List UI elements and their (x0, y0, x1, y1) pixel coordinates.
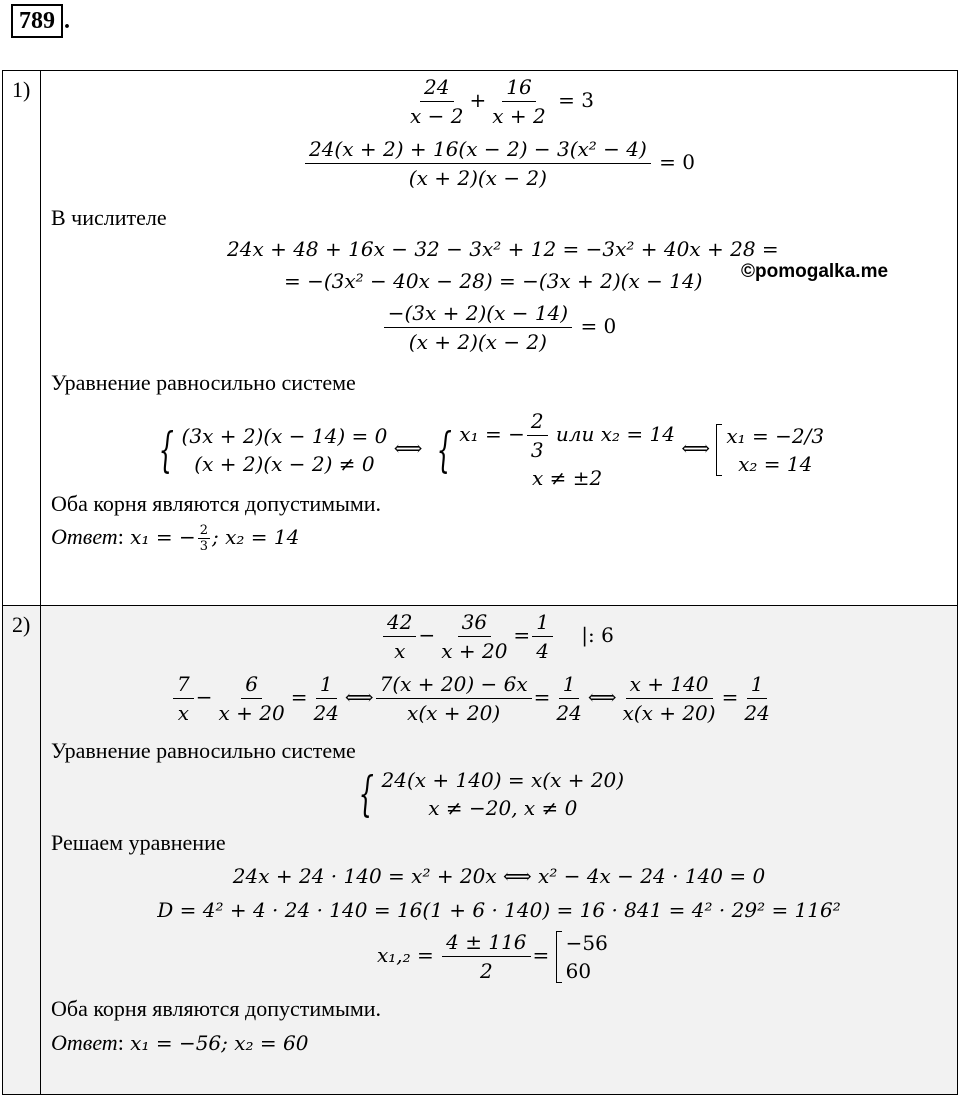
p1-system-2-fraction: $\frac{2}{3}$ (527, 407, 548, 464)
p2-equation-1: $\frac{42}{x}$ − $\frac{36}{x + 20}$ = $\frac{1}{4}$ |: 6 (381, 608, 614, 665)
p1-text-roots: Оба корня являются допустимыми. (51, 491, 382, 516)
p1-factor-line: = −(3x² − 40x − 28) = −(3x + 2)(x − 14) (284, 269, 703, 293)
p1-brace-2: { (436, 421, 452, 478)
p2-square-bracket (556, 931, 562, 983)
p1-answer: Ответ: x₁ = − $\frac{2}{3}$ ; x₂ = 14 (51, 523, 300, 554)
task-number: 789 (19, 8, 55, 34)
p2-brace: { (358, 766, 374, 822)
p2-fraction-simplified: $\frac{x + 140}{x(x + 20)}$ (622, 672, 716, 725)
part-2-label: 2) (3, 606, 41, 1095)
p1-text-numerator: В числителе (51, 205, 167, 230)
watermark: ©pomogalka.me (741, 261, 889, 282)
p2-answer: Ответ: x₁ = −56; x₂ = 60 (51, 1030, 309, 1055)
p1-common-fraction: $\frac{\text{24(x + 2) + 16(x − 2) − 3(x² − 4)}}{(x + 2)(x - 2)}$ (305, 135, 651, 192)
part-1-row (3, 71, 958, 606)
p2-discriminant-line: D = 4² + 4 · 24 · 140 = 16(1 + 6 · 140) = 16 · 841 = 4² · 29² = 116² (157, 898, 841, 922)
p1-equation-2: $\frac{\text{24(x + 2) + 16(x − 2) − 3(x² − 4)}}{(x + 2)(x - 2)}$ = 0 (41, 135, 957, 192)
p2-system-lines: 24(x + 140) = x(x + 20) x ≠ −20, x ≠ 0 (381, 768, 625, 820)
p1-factored-fraction: $\frac{-(3x + 2)(x - 14)}{(x + 2)(x - 2)}$ (384, 299, 572, 356)
p1-fraction-24: $\frac{24}{x - 2}$ (410, 75, 464, 128)
p2-fraction-1-4: $\frac{1}{4}$ (532, 608, 553, 665)
p2-fraction-1-24-a: $\frac{1}{24}$ (313, 672, 339, 725)
p1-equation-1: $\frac{24}{x - 2}$ + $\frac{16}{x + 2}$ = 3 (41, 73, 957, 130)
p2-roots: x₁,₂ = $\frac{4 \pm 116}{2}$ = −56 60 (377, 930, 608, 983)
p2-fraction-combined: $\frac{7(x + 20) - 6x}{x(x + 20)}$ (376, 670, 532, 727)
p1-equation-5: $\frac{-(3x + 2)(x - 14)}{(x + 2)(x - 2)}$ = 0 (41, 299, 957, 356)
p2-roots-fraction: $\frac{4 \pm 116}{2}$ (442, 928, 530, 985)
p1-system-2: x₁ = − $\frac{2}{3}$ или x₂ = 14 x ≠ ±2 (459, 409, 675, 490)
p1-expansion-line: 24x + 48 + 16x − 32 − 3x² + 12 = −3x² + 40x + 28 = (227, 237, 779, 261)
part-2-content (41, 606, 958, 1095)
p1-brace-1: { (158, 421, 174, 478)
p1-system-chain: { (3x + 2)(x − 14) = 0 (x + 2)(x − 2) ≠ 0 ⟺ { x₁ = − $\frac{2}{3}$ или x₂ = 14 x ≠ ±2 ⟺ x₁ = −2/3 x₂ = 14 (158, 409, 825, 490)
part-1-label: 1) (3, 71, 41, 606)
p2-text-system: Уравнение равносильно системе (51, 738, 356, 763)
p2-equation-2: $\frac{7}{x}$ − $\frac{6}{x + 20}$ = $\frac{1}{24}$ ⟺ $\frac{7(x + 20) - 6x}{x(x + 20)}$ = $\frac{1}{24}$ ⟺ $\frac{x + 140}{x(x + 20)}$ = $\frac{1}{24}$ (171, 670, 776, 727)
p2-quadratic-line: 24x + 24 · 140 = x² + 20x ⟺ x² − 4x − 24 · 140 = 0 (232, 864, 766, 888)
p2-fraction-36: $\frac{36}{x + 20}$ (441, 610, 508, 663)
p2-system (351, 766, 624, 822)
p2-fraction-6: $\frac{6}{x + 20}$ (218, 672, 285, 725)
p2-text-roots: Оба корня являются допустимыми. (51, 996, 382, 1021)
task-number-dot: . (64, 8, 70, 34)
p1-square-bracket (716, 424, 722, 476)
p1-answer-fraction: $\frac{2}{3}$ (199, 523, 208, 554)
p1-fraction-16: $\frac{16}{x + 2}$ (492, 75, 546, 128)
p2-fraction-1-24-c: $\frac{1}{24}$ (744, 672, 770, 725)
task-number-box (11, 4, 70, 38)
p1-text-system: Уравнение равносильно системе (51, 370, 356, 395)
p1-system-3: x₁ = −2/3 x₂ = 14 (726, 423, 825, 476)
p2-text-solve: Решаем уравнение (51, 830, 226, 855)
p2-fraction-1-24-b: $\frac{1}{24}$ (556, 672, 582, 725)
p2-roots-list: −56 60 (565, 930, 608, 983)
part-2-row (3, 606, 958, 1095)
p1-system-1: (3x + 2)(x − 14) = 0 (x + 2)(x − 2) ≠ 0 (181, 423, 388, 476)
part-1-content (41, 71, 958, 606)
p2-fraction-42: $\frac{42}{x}$ (383, 608, 416, 665)
p2-fraction-7: $\frac{7}{x}$ (173, 670, 194, 727)
solution-table (2, 70, 958, 1095)
